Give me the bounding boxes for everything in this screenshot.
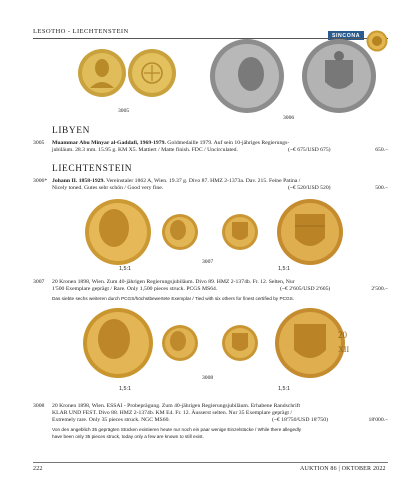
lot-3006-ruler: Johann II. 1858-1929. bbox=[52, 178, 105, 184]
lot-3008-estimate: (~€ 18'750/USD 18'750) bbox=[272, 417, 328, 423]
auction-label: AUKTION 86 | OKTOBER 2022 bbox=[300, 466, 386, 472]
scale-label-3008-left: 1,5:1 bbox=[119, 386, 131, 392]
lot-3008-line3: Extremely rare. Only 35 pieces struck. NGC MS60. bbox=[52, 417, 170, 424]
lot-3006-line2: Nicely toned. Gutes sehr schön / Good very fine. bbox=[52, 185, 164, 192]
lot-3006-coin-images bbox=[205, 38, 385, 114]
lot-3005-medal-images bbox=[78, 40, 176, 106]
section-heading-liechtenstein: LIECHTENSTEIN bbox=[52, 164, 133, 174]
lot-3007-line1: 20 Kronen 1898, Wien. Zum 40-jährigen Regierungsjubiläum. Divo 89. HMZ 2-1374b. Fr. 12. Selten, Nur bbox=[52, 279, 295, 285]
brand-logo: SINCONA bbox=[328, 31, 364, 40]
lot-3005-line2: jubiläum. 28.3 mm. 15.95 g. KM X5. Mattiert / Matte finish. FDC / Uncirculated. bbox=[52, 147, 238, 154]
lot-3006-price: 500.– bbox=[375, 185, 388, 191]
scale-label-3007-right: 1,5:1 bbox=[278, 266, 290, 272]
lot-3008-line2: KLAR UND FEST. Divo 88. HMZ 2-1374b. KM E4. Fr. 12. Äusserst selten. Nur 35 Exemplare geprägt / bbox=[52, 410, 293, 417]
lot-3008-note-line1: Von den angeblich 35 geprägten Stücken existieren heute nur noch ein paar wenige Einzelstücke / While there allegedly bbox=[52, 427, 302, 432]
footer-rule bbox=[33, 462, 388, 463]
lot-number-3005: 3005 bbox=[33, 140, 45, 146]
lot-3007-coin-images bbox=[52, 198, 388, 266]
svg-text:XII: XII bbox=[338, 345, 350, 354]
lot-3008-price: 18'000.– bbox=[368, 417, 388, 423]
lot-number-3008: 3008 bbox=[33, 403, 45, 409]
lot-3007-line2: 1'500 Exemplare geprägt / Rare. Only 1,500 pieces struck. PCGS MS64. bbox=[52, 286, 218, 293]
lot-number-3007: 3007 bbox=[33, 279, 45, 285]
image-label-3007: 3007 bbox=[202, 259, 214, 265]
lot-3005-estimate: (~€ 675/USD 675) bbox=[288, 147, 331, 153]
lot-3005-price: 650.– bbox=[375, 147, 388, 153]
lot-3008-note bbox=[52, 426, 372, 440]
scale-label-3007-left: 1,5:1 bbox=[119, 266, 131, 272]
lot-3007-note: Das siebte sechs weiteren durch PCGS/höchstbewertete Exemplar / Tied with six others for finest certified by PCGS. bbox=[52, 296, 295, 301]
scale-label-3008-right: 1,5:1 bbox=[278, 386, 290, 392]
lot-number-3006: 3006* bbox=[33, 178, 48, 184]
lot-3008-line1: 20 Kronen 1898, Wien. ESSAI - Probeprägung. Zum 40-jährigen Regierungsjubiläum. Erhabene Randschrift bbox=[52, 403, 301, 409]
page-number: 222 bbox=[33, 466, 43, 472]
running-header: LESOTHO - LIECHTENSTEIN bbox=[33, 28, 129, 35]
section-heading-libyen: LIBYEN bbox=[52, 126, 90, 136]
lot-3008-coin-images bbox=[52, 306, 388, 380]
lot-3007-price: 2'500.– bbox=[371, 286, 388, 292]
svg-text:20: 20 bbox=[338, 330, 347, 340]
image-label-3006: 3006 bbox=[283, 115, 295, 121]
lot-3007-estimate: (~€ 2'605/USD 2'605) bbox=[280, 286, 331, 292]
lot-3006-estimate: (~€ 520/USD 520) bbox=[288, 185, 331, 191]
lot-3006-line1: Vereinstaler 1862 A, Wien. 19.37 g. Divo 87. HMZ 2-1373a. Dav. 215. Feine Patina / bbox=[104, 178, 301, 184]
image-label-3005: 3005 bbox=[118, 108, 130, 114]
image-label-3008: 3008 bbox=[202, 375, 214, 381]
lot-3005-ruler: Muammar Abu Minyar al-Gaddafi, 1969-1979. bbox=[52, 140, 166, 146]
lot-3008-note-line2: have been only 35 pieces struck, today only a few are known to still exist. bbox=[52, 434, 204, 439]
lot-3005-line1: Goldmedaille 1979. Auf sein 10-jähriges Regierungs- bbox=[165, 140, 290, 146]
